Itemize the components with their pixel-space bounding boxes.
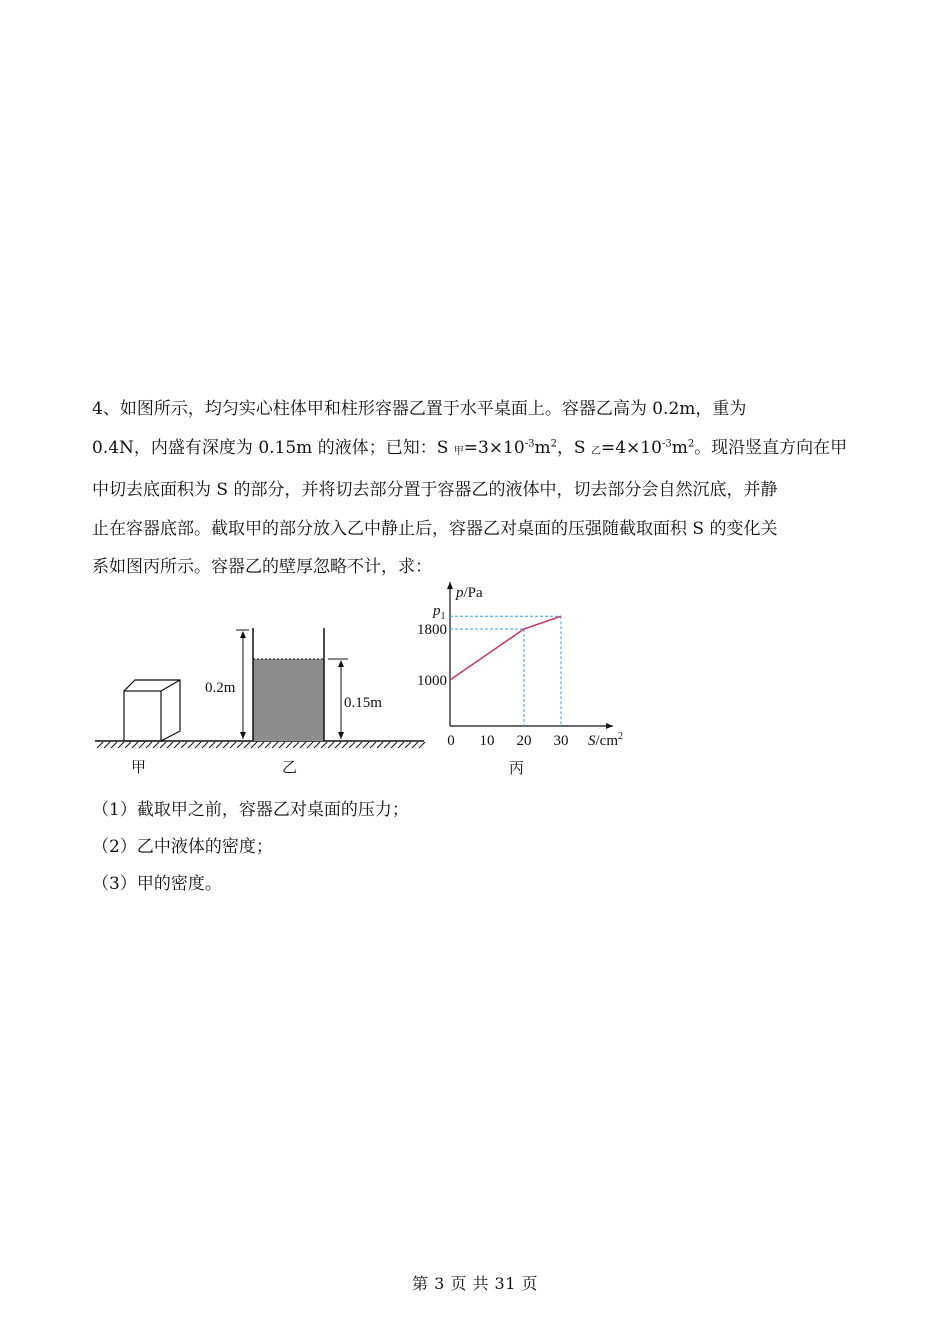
ground-hatch <box>307 742 313 748</box>
origin-label: 0 <box>447 733 455 749</box>
problem-line-3: 中切去底面积为 S 的部分，并将切去部分置于容器乙的液体中，切去部分会自然沉底，并静 <box>92 480 778 500</box>
page-footer: 第 3 页 共 31 页 <box>412 1274 538 1293</box>
chart-bing <box>417 582 623 749</box>
liquid <box>253 659 324 741</box>
ground-hatch <box>209 742 215 748</box>
ground-hatch <box>188 742 194 748</box>
y-tick-label: 1000 <box>417 673 447 689</box>
ground-hatch <box>321 742 327 748</box>
height-label: 0.2m <box>205 680 236 696</box>
p1-label: $p_1$ <box>433 603 446 622</box>
ground-hatch <box>335 742 341 748</box>
ground-hatch <box>118 742 124 748</box>
problem-line-5: 系如图丙所示。容器乙的壁厚忽略不计，求： <box>92 557 432 577</box>
ground-hatch <box>265 742 271 748</box>
ground-hatch <box>146 742 152 748</box>
ground-hatch <box>300 742 306 748</box>
depth-label: 0.15m <box>344 695 382 711</box>
question-2: （2）乙中液体的密度； <box>92 837 273 857</box>
ground-hatch <box>97 742 103 748</box>
ground-hatch <box>363 742 369 748</box>
ground-hatch <box>104 742 110 748</box>
ground-hatch <box>356 742 362 748</box>
ground-hatch <box>293 742 299 748</box>
ground-hatch <box>405 742 411 748</box>
x-axis-label: $S/cm^2$ <box>588 731 623 749</box>
ground-hatch <box>349 742 355 748</box>
question-1: （1）截取甲之前，容器乙对桌面的压力； <box>92 800 409 820</box>
ground-hatch <box>230 742 236 748</box>
ground-hatch <box>139 742 145 748</box>
ground-hatch <box>111 742 117 748</box>
ground-hatch <box>370 742 376 748</box>
ground-hatch <box>181 742 187 748</box>
ground-hatch <box>391 742 397 748</box>
ground-hatch <box>342 742 348 748</box>
ground-hatch <box>258 742 264 748</box>
bing-label: 丙 <box>509 759 525 777</box>
y-axis-label: p/Pa <box>456 585 483 601</box>
ground-hatch <box>251 742 257 748</box>
problem-line-2: 0.4N，内盛有深度为 0.15m 的液体；已知：S 甲$=3\times 10^{-3}m^2$，S 乙$=4\times 10^{-3}m^2$。现沿竖直方向在甲 <box>92 437 848 458</box>
question-list <box>92 792 409 903</box>
question-3: （3）甲的密度。 <box>92 874 222 894</box>
ground-hatch <box>244 742 250 748</box>
x-tick-label: 30 <box>553 733 569 749</box>
ground-hatch <box>132 742 138 748</box>
ground-hatch <box>286 742 292 748</box>
ground-hatch <box>377 742 383 748</box>
ground-hatch <box>153 742 159 748</box>
yi-label: 乙 <box>282 758 298 776</box>
x-tick-label: 10 <box>479 733 495 749</box>
problem-line-4: 止在容器底部。截取甲的部分放入乙中静止后，容器乙对桌面的压强随截取面积 S 的变化关 <box>92 518 778 539</box>
depth-dimension <box>328 659 382 739</box>
ground-hatch <box>202 742 208 748</box>
series-line <box>450 616 561 680</box>
ground-hatch <box>160 742 166 748</box>
problem-statement <box>92 390 860 587</box>
ground-hatch <box>174 742 180 748</box>
ground-hatch <box>398 742 404 748</box>
y-tick-label: 1800 <box>417 622 447 638</box>
ground-hatch <box>384 742 390 748</box>
ground-hatch <box>216 742 222 748</box>
ground-hatch <box>167 742 173 748</box>
ground-hatch <box>279 742 285 748</box>
jia-block <box>124 680 180 741</box>
yi-container <box>253 628 324 741</box>
ground-hatch <box>412 742 418 748</box>
x-tick-label: 20 <box>516 733 532 749</box>
figure <box>92 580 652 780</box>
problem-number: 4、 <box>92 399 120 419</box>
ground-hatch <box>419 742 425 748</box>
jia-label: 甲 <box>131 758 147 776</box>
figure-svg <box>92 580 652 780</box>
ground-hatch <box>272 742 278 748</box>
ground-hatch <box>223 742 229 748</box>
problem-line-1: 4、如图所示，均匀实心柱体甲和柱形容器乙置于水平桌面上。容器乙高为 0.2m，重为 <box>92 399 747 419</box>
ground-hatch <box>125 742 131 748</box>
ground-hatch <box>195 742 201 748</box>
ground-hatch <box>314 742 320 748</box>
ground <box>95 741 425 748</box>
ground-hatch <box>237 742 243 748</box>
ground-hatch <box>328 742 334 748</box>
height-dimension <box>205 630 249 739</box>
